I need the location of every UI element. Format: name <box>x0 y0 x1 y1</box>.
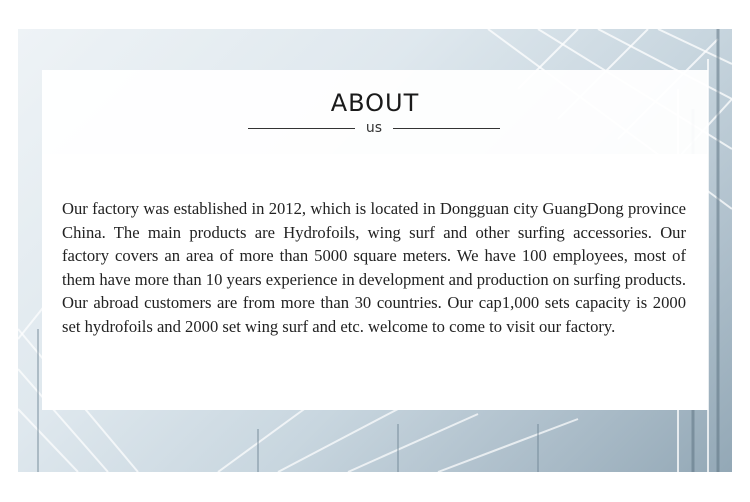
page-subtitle: us <box>365 120 383 136</box>
divider-right <box>393 128 500 129</box>
page-title: ABOUT <box>330 89 420 117</box>
divider-left <box>248 128 355 129</box>
subtitle-row <box>248 119 500 137</box>
about-paragraph: Our factory was established in 2012, which is located in Dongguan city GuangDong province China. The main products are Hydrofoils, wing surf and other surfing accessories. Our factory covers an area of more than 5000 square meters. We have 100 employees, most of them have more than 10 years experience in development and production on surfing products. Our abroad customers are from more than 30 countries. Our cap1,000 sets capacity is 2000 set hydrofoils and 2000 set wing surf and etc. welcome to come to visit our factory. <box>62 199 686 336</box>
